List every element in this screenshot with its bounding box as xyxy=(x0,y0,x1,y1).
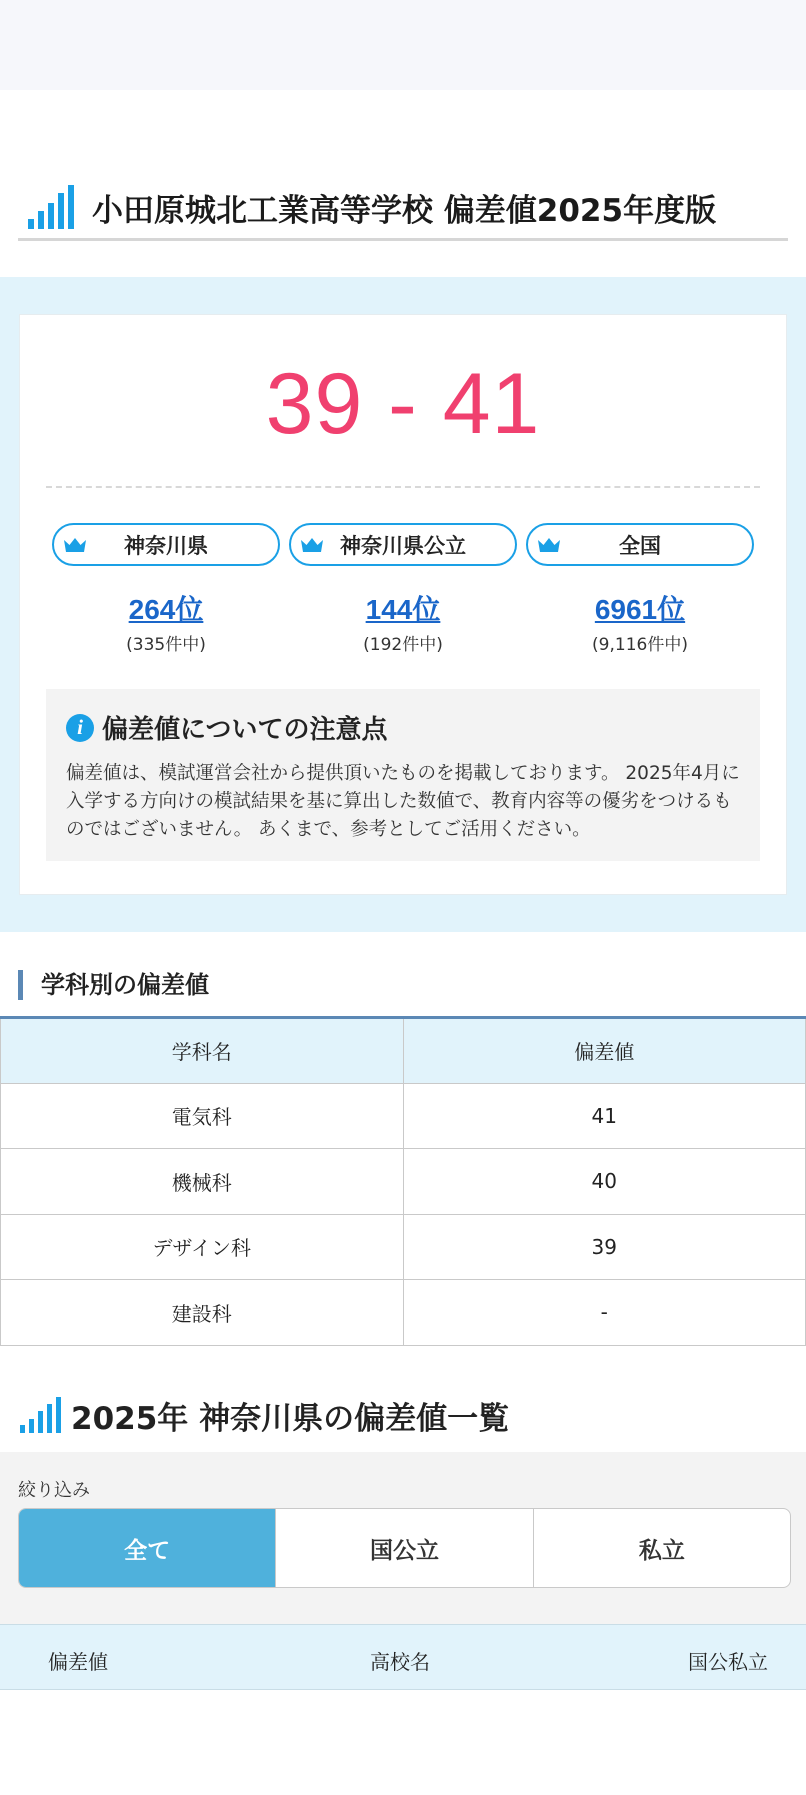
department-table xyxy=(0,1016,806,1346)
column-header-school[interactable]: 高校名 xyxy=(370,1650,430,1674)
department-name: 電気科 xyxy=(1,1083,404,1149)
rank-prefecture xyxy=(52,523,280,655)
column-header-score[interactable]: 偏差値 xyxy=(48,1650,108,1674)
department-heading: 学科別の偏差値 xyxy=(18,970,209,1000)
ranking-list-title xyxy=(18,1390,509,1440)
filter-group xyxy=(18,1508,791,1588)
department-score: 39 xyxy=(403,1214,806,1280)
rank-link[interactable]: 6961位 xyxy=(594,594,686,625)
crown-icon xyxy=(64,538,86,552)
department-score: 41 xyxy=(403,1083,806,1149)
score-card xyxy=(19,314,787,895)
crown-icon xyxy=(538,538,560,552)
rank-region: 神奈川県公立 xyxy=(340,533,466,558)
column-header: 偏差値 xyxy=(403,1018,806,1084)
filter-all-button[interactable]: 全て xyxy=(19,1509,276,1587)
filter-public-button[interactable]: 国公立 xyxy=(276,1509,533,1587)
bar-chart-icon xyxy=(20,1397,61,1433)
notice-title: 偏差値についての注意点 xyxy=(102,715,388,745)
column-header-type[interactable]: 国公私立 xyxy=(688,1650,768,1674)
rank-region: 神奈川県 xyxy=(124,533,208,558)
table-row xyxy=(1,1280,806,1346)
ranking-list-title-text: 2025年 神奈川県の偏差値一覧 xyxy=(71,1400,510,1437)
column-header: 学科名 xyxy=(1,1018,404,1084)
department-name: 機械科 xyxy=(1,1149,404,1215)
department-name: デザイン科 xyxy=(1,1214,404,1280)
notice-box xyxy=(46,689,760,861)
rank-prefecture-public xyxy=(289,523,517,655)
list-header-row xyxy=(0,1624,806,1690)
department-name: 建設科 xyxy=(1,1280,404,1346)
rank-list xyxy=(52,523,754,655)
rank-badge xyxy=(289,523,517,566)
page-title-text: 小田原城北工業高等学校 偏差値2025年度版 xyxy=(92,192,717,229)
info-icon: i xyxy=(66,714,94,742)
department-score: - xyxy=(403,1280,806,1346)
crown-icon xyxy=(301,538,323,552)
filter-label: 絞り込み xyxy=(18,1480,90,1501)
rank-badge xyxy=(526,523,754,566)
notice-header xyxy=(66,709,740,746)
rank-badge xyxy=(52,523,280,566)
top-band xyxy=(0,0,806,90)
rank-national xyxy=(526,523,754,655)
score-range: 39 - 41 xyxy=(265,356,541,452)
notice-body: 偏差値は、模試運営会社から提供頂いたものを掲載しております。 2025年4月に入学する方向けの模試結果を基に算出した数値で、教育内容等の優劣をつけるものではございません。 あくまで、参考としてご活用ください。 xyxy=(66,763,740,840)
filter-area xyxy=(0,1452,806,1624)
table-row xyxy=(1,1214,806,1280)
rank-link[interactable]: 264位 xyxy=(128,594,204,625)
rank-count: (9,116件中) xyxy=(592,635,688,655)
divider xyxy=(46,486,760,488)
page-title xyxy=(18,176,788,241)
table-row xyxy=(1,1149,806,1215)
rank-link[interactable]: 144位 xyxy=(365,594,441,625)
rank-count: (335件中) xyxy=(126,635,206,655)
department-score: 40 xyxy=(403,1149,806,1215)
rank-region: 全国 xyxy=(619,533,661,558)
rank-count: (192件中) xyxy=(363,635,443,655)
table-header-row xyxy=(1,1018,806,1084)
bar-chart-icon xyxy=(28,185,74,229)
table-row xyxy=(1,1083,806,1149)
filter-private-button[interactable]: 私立 xyxy=(638,1537,685,1564)
